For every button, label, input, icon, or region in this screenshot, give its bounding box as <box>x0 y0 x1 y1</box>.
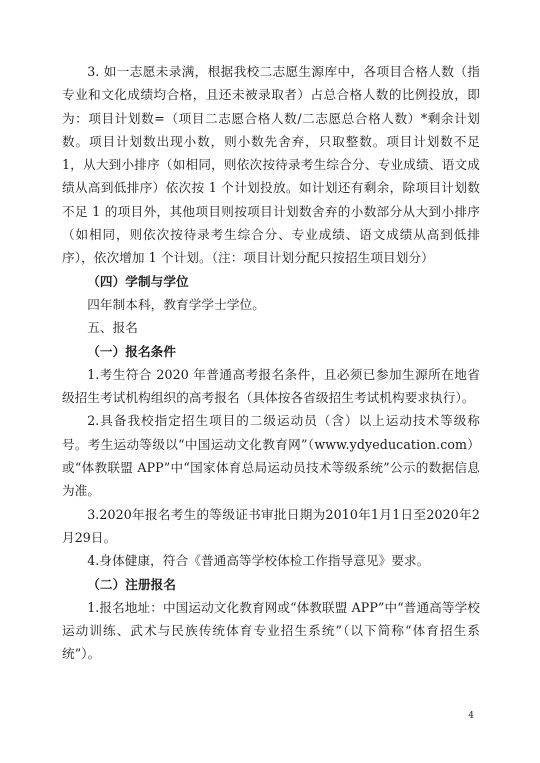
paragraph-condition-2: 2.具备我校指定招生项目的二级运动员（含）以上运动技术等级称号。考生运动等级以“中国运动文化教育网”（www.ydyeducation.com）或“体教联盟 APP”中“国家体育总局运动员技术等级系统”公示的数据信息为准。 <box>62 413 480 499</box>
body-text <box>62 60 480 666</box>
heading-degree: （四）学制与学位 <box>87 273 189 289</box>
paragraph-signup-1: 1.报名地址：中国运动文化教育网或“体教联盟 APP”中“普通高等学校运动训练、武术与民族传统体育专业招生系统”（以下简称“体育招生系统”）。 <box>62 599 480 662</box>
paragraph-degree: 四年制本科，教育学学士学位。 <box>87 296 265 312</box>
heading-registration: 五、报名 <box>87 320 138 336</box>
paragraph-condition-1: 1.考生符合 2020 年普通高考报名条件，且必须已参加生源所在地省级招生考试机构组织的高考报名（具体按各省级招生考试机构要求执行）。 <box>62 366 480 406</box>
heading-conditions: （一）报名条件 <box>87 343 177 359</box>
paragraph-plan-allocation: 3. 如一志愿未录满，根据我校二志愿生源库中，各项目合格人数（指专业和文化成绩均合格，且还未被录取者）占总合格人数的比例投放，即为：项目计划数=（项目二志愿合格人数/二志愿总合格人数）*剩余计划数。项目计划数出现小数，则小数先舍弃，只取整数。项目计划数不足 1，从大到小排序（如相同，则依次按待录考生综合分、专业成绩、语文成绩从高到低排序）依次按 1 个计划投放。如计划还有剩余，除项目计划数不足 1 的项目外，其他项目则按项目计划数舍弃的小数部分从大到小排序（如相同，则依次按待录考生综合分、专业成绩、语文成绩从高到低排序），依次增加 1 个计划。（注：项目计划分配只按招生项目划分） <box>62 64 480 266</box>
paragraph-condition-4: 4.身体健康，符合《普通高等学校体检工作指导意见》要求。 <box>87 553 430 569</box>
heading-signup: （二）注册报名 <box>87 576 177 592</box>
page-number: 4 <box>468 711 474 721</box>
paragraph-condition-3: 3.2020年报名考生的等级证书审批日期为2010年1月1日至2020年2月29日。 <box>62 506 480 545</box>
